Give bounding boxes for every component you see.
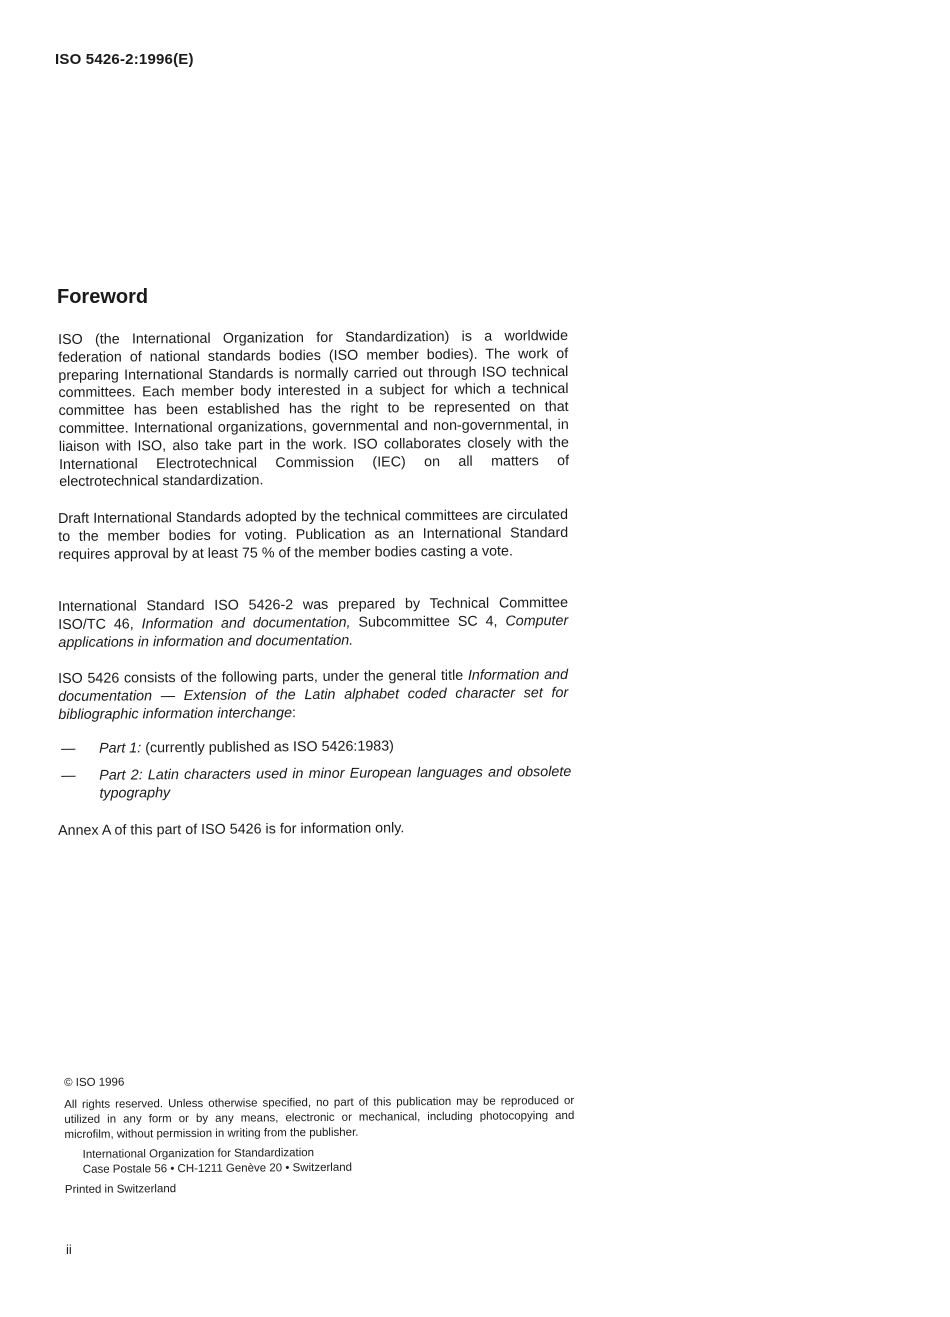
list-item <box>61 764 571 804</box>
general-title: Information and documentation — Extension of the Latin alphabet coded character set for bibliographic information interchange <box>58 666 569 723</box>
foreword-paragraph-annex-note: Annex A of this part of ISO 5426 is for information only. <box>58 820 405 839</box>
foreword-paragraph-draft-standards: Draft International Standards adopted by the technical committees are circulated to the member bodies for voting. Publication as an International Standard requires approval by at least 75 % of the member bodies casting a vote. <box>58 506 569 563</box>
part-1-label: Part 1: <box>98 740 142 757</box>
page-number: ii <box>66 1242 72 1257</box>
foreword-paragraph-preparation <box>58 595 568 652</box>
foreword-paragraph-parts-intro <box>58 667 568 724</box>
copyright-notice: © ISO 1996 <box>64 1076 125 1089</box>
part-1-entry <box>99 737 571 759</box>
preparation-text-start: International Standard ISO 5426-2 was prepared by Technical Committee ISO/TC 46, <box>58 594 569 633</box>
subcommittee-title: Computer applications in information and documentation. <box>58 612 569 651</box>
printed-location: Printed in Switzerland <box>64 1183 177 1196</box>
publisher-name: International Organization for Standardization <box>82 1147 315 1161</box>
preparation-text-middle: Subcommittee SC 4, <box>350 613 506 631</box>
foreword-heading: Foreword <box>57 286 149 308</box>
part-2-label: Part 2: Latin characters used in minor European languages and obsolete typography <box>99 763 572 802</box>
part-1-description: (currently published as ISO 5426:1983) <box>141 738 394 757</box>
list-dash: — <box>61 740 76 757</box>
publisher-address <box>65 1144 575 1178</box>
document-identifier: ISO 5426-2:1996(E) <box>55 51 194 68</box>
list-item <box>61 737 571 759</box>
list-dash: — <box>61 767 76 784</box>
parts-intro-text: ISO 5426 consists of the following parts, under the general title <box>58 667 468 687</box>
foreword-paragraph-iso-description: ISO (the International Organization for Standardization) is a worldwide federation of national standards bodies (ISO member bodies). The work of preparing International Standards is normally carried out through ISO technical committees. Each member body interested in a subject for which a technical committee has been established has the right to be represented on that committee. International organizations, governmental and non-governmental, in liaison with ISO, also take part in the work. ISO collaborates closely with the International Electrotechnical Commission (IEC) on all matters of electrotechnical standardization. <box>58 327 570 491</box>
copyright-footer <box>64 1072 575 1198</box>
publisher-postal-address: Case Postale 56 • CH-1211 Genève 20 • Switzerland <box>82 1161 353 1176</box>
parts-list <box>61 737 572 812</box>
parts-intro-colon: : <box>291 704 297 721</box>
rights-statement: All rights reserved. Unless otherwise specified, no part of this publication may be reproduced or utilized in any form or by any means, electronic or mechanical, including photocopying and microfilm, without permission in writing from the publisher. <box>64 1094 575 1141</box>
technical-committee-title: Information and documentation, <box>141 614 351 633</box>
part-2-entry <box>99 764 571 803</box>
